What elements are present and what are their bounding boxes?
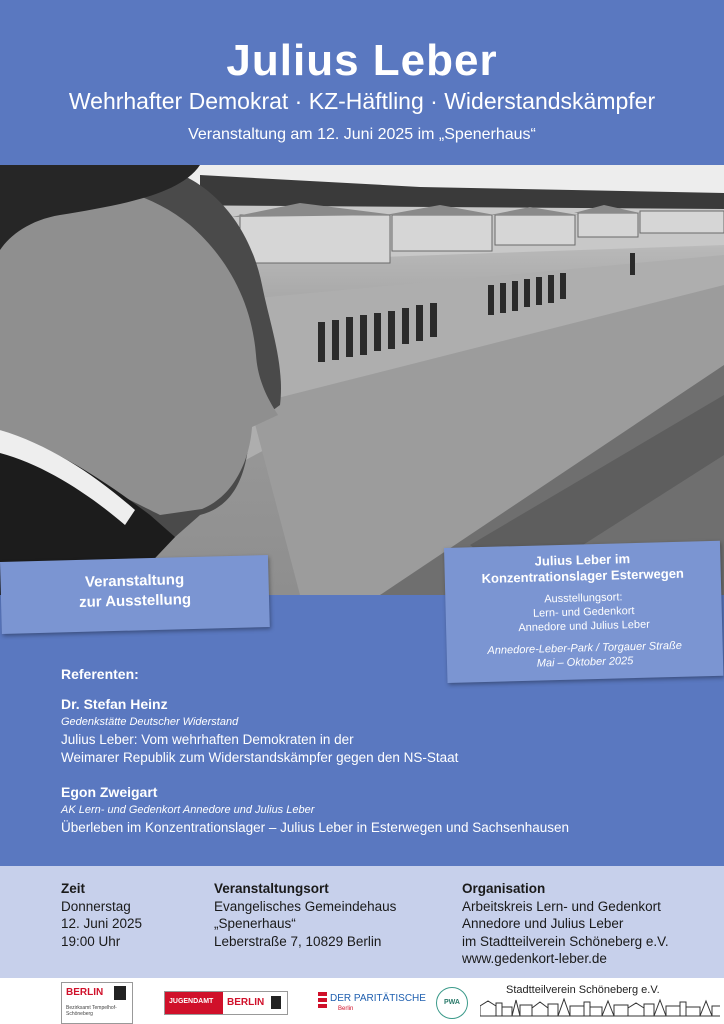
- bear-icon: [114, 986, 126, 1000]
- event-line: Veranstaltung am 12. Juni 2025 im „Spenerhaus“: [188, 126, 536, 143]
- poster-title: Julius Leber: [226, 36, 498, 85]
- speaker-name: Dr. Stefan Heinz: [61, 696, 168, 712]
- time-heading: Zeit: [61, 881, 86, 896]
- time-column: [61, 880, 142, 950]
- venue-line: Leberstraße 7, 10829 Berlin: [214, 933, 382, 949]
- skyline-illustration: [480, 998, 720, 1018]
- venue-line: Evangelisches Gemeindehaus: [214, 898, 397, 914]
- exhibition-place-label: Ausstellungsort:: [544, 591, 623, 606]
- event-info-band: [0, 866, 724, 978]
- exhibition-event-badge: [0, 555, 270, 634]
- exhibition-info-badge: [444, 541, 723, 683]
- time-line: Donnerstag: [61, 898, 131, 914]
- exhibition-dates: Mai – Oktober 2025: [536, 655, 634, 670]
- speaker-name: Egon Zweigart: [61, 784, 158, 800]
- photo-illustration: [0, 165, 724, 595]
- exhibition-location: Annedore-Leber-Park / Torgauer Straße: [487, 639, 683, 657]
- historical-photo: [0, 165, 724, 595]
- organisation-line: Annedore und Julius Leber: [462, 916, 624, 931]
- pwa-logo: PWA: [436, 987, 468, 1019]
- venue-column: [214, 880, 396, 950]
- badge-left-line2: zur Ausstellung: [78, 591, 192, 611]
- venue-line: „Spenerhaus“: [214, 916, 296, 931]
- stadtteilverein-logo: Stadtteilverein Schöneberg e.V.: [480, 984, 720, 1020]
- organisation-heading: Organisation: [462, 881, 546, 896]
- header: [0, 0, 724, 165]
- exhibition-title-line2: Konzentrationslager Esterwegen: [481, 565, 685, 587]
- exhibition-place-line2: Annedore und Julius Leber: [518, 618, 650, 635]
- organisation-line: Arbeitskreis Lern- und Gedenkort: [462, 898, 661, 914]
- organisation-column: [462, 880, 669, 968]
- exhibition-place-line1: Lern- und Gedenkort: [532, 605, 635, 620]
- organisation-website[interactable]: www.gedenkort-leber.de: [462, 951, 607, 966]
- organisation-line: im Stadtteilverein Schöneberg e.V.: [462, 933, 669, 949]
- speaker-organisation: Gedenkstätte Deutscher Widerstand: [61, 716, 239, 728]
- berlin-bezirksamt-logo: BERLIN Bezirksamt Tempelhof-Schöneberg: [61, 982, 133, 1024]
- talk-title-line: Weimarer Republik zum Widerstandskämpfer gegen den NS-Staat: [61, 750, 459, 765]
- exhibition-title-line1: Julius Leber im: [534, 551, 631, 569]
- talk-title-line: Überleben im Konzentrationslager – Julius Leber in Esterwegen und Sachsenhausen: [61, 820, 570, 835]
- speaker-organisation: AK Lern- und Gedenkort Annedore und Julius Leber: [61, 804, 315, 816]
- paritaetische-logo: DER PARITÄTISCHE Berlin: [318, 990, 428, 1016]
- time-line: 12. Juni 2025: [61, 916, 143, 931]
- venue-heading: Veranstaltungsort: [214, 881, 329, 896]
- time-line: 19:00 Uhr: [61, 933, 121, 949]
- badge-left-line1: Veranstaltung: [84, 571, 185, 591]
- speakers-heading: Referenten:: [61, 666, 139, 682]
- poster-subtitle: Wehrhafter Demokrat · KZ-Häftling · Widerstandskämpfer: [68, 88, 656, 114]
- jugendamt-berlin-logo: JUGENDAMT BERLIN: [164, 991, 288, 1015]
- sponsor-logos: [0, 978, 724, 1024]
- talk-title-line: Julius Leber: Vom wehrhaften Demokraten in der: [61, 732, 354, 747]
- bear-icon: [271, 996, 281, 1009]
